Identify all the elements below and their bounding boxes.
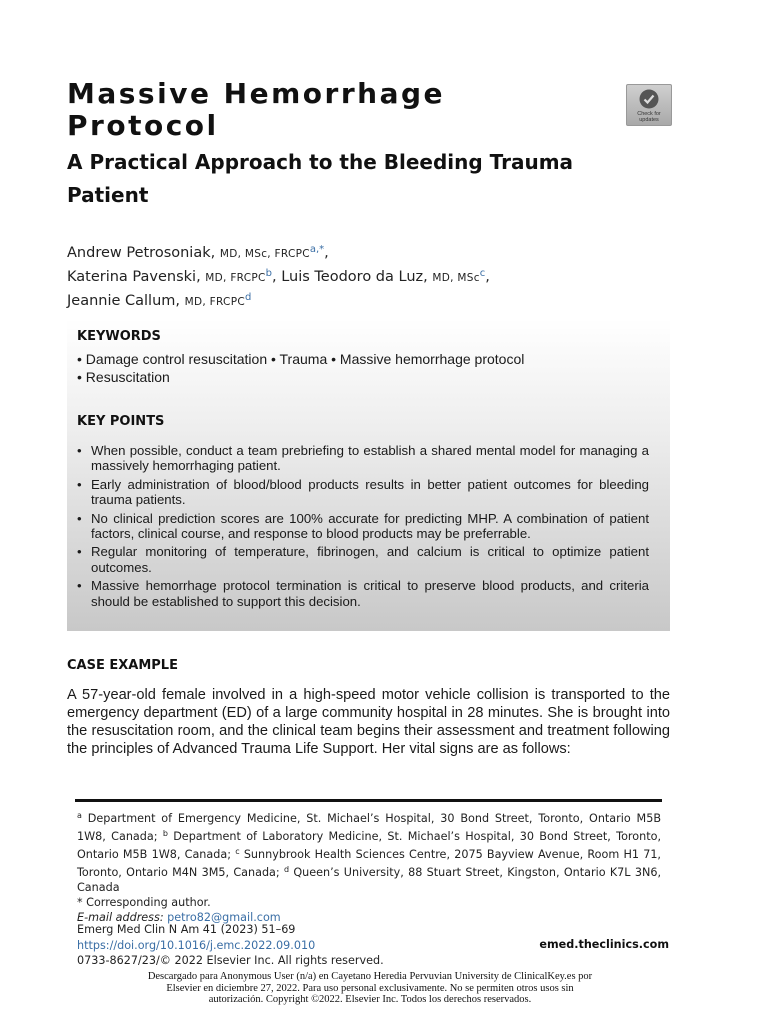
author-affiliation-link[interactable]: d bbox=[244, 292, 252, 303]
author-list bbox=[67, 240, 687, 312]
email-link[interactable]: petro82@gmail.com bbox=[167, 911, 281, 924]
doi-link[interactable]: https://doi.org/10.1016/j.emc.2022.09.010 bbox=[77, 938, 316, 952]
key-point-item: • Regular monitoring of temperature, fibrinogen, and calcium is critical to optimize patient outcomes. bbox=[77, 544, 649, 575]
key-point-item: • When possible, conduct a team prebriefing to establish a shared mental model for managing a massively hemorrhaging patient. bbox=[77, 443, 649, 474]
journal-citation: Emerg Med Clin N Am 41 (2023) 51–69 bbox=[77, 923, 296, 936]
check-updates-label: Check for updates bbox=[637, 111, 661, 123]
check-for-updates-button[interactable] bbox=[626, 84, 672, 126]
author-affiliation-link[interactable]: a,* bbox=[309, 244, 325, 255]
footnotes bbox=[77, 808, 661, 925]
author-name: Katerina Pavenski, bbox=[67, 269, 201, 285]
article-subtitle: A Practical Approach to the Bleeding Trauma Patient bbox=[67, 150, 574, 207]
author-degrees: MD, FRCPC bbox=[184, 296, 245, 308]
key-point-item: • Early administration of blood/blood products results in better patient outcomes for bleeding trauma patients. bbox=[77, 477, 649, 508]
author-affiliation-link[interactable]: b bbox=[265, 268, 272, 279]
copyright-line: 0733-8627/23/© 2022 Elsevier Inc. All rights reserved. bbox=[77, 954, 384, 967]
case-example-heading: CASE EXAMPLE bbox=[67, 658, 178, 673]
footnote-divider bbox=[75, 799, 662, 802]
author-degrees: MD, FRCPC bbox=[205, 272, 266, 284]
keywords-keypoints-box bbox=[67, 319, 670, 631]
keywords-line: • Resuscitation bbox=[77, 369, 170, 385]
download-notice: Descargado para Anonymous User (n/a) en Cayetano Heredia Pervuvian University de ClinicalKey.es por Elsevier en diciembre 27, 2022. Para uso personal exclusivamente. No se permiten otros usos sin autorización. Copyright ©2022. Elsevier Inc. Todos los derechos reservados. bbox=[147, 971, 593, 1006]
keywords-line: • Damage control resuscitation • Trauma • Massive hemorrhage protocol bbox=[77, 351, 525, 367]
author-line-1: Andrew Petrosoniak, MD, MSc, FRCPC$^{a,*}$, bbox=[67, 244, 329, 261]
journal-website[interactable]: emed.theclinics.com bbox=[539, 938, 669, 951]
author-degrees: MD, MSc bbox=[432, 272, 480, 284]
key-point-item: • No clinical prediction scores are 100% accurate for predicting MHP. A combination of patient factors, clinical course, and response to blood products may be preferrable. bbox=[77, 511, 649, 542]
key-points-heading: KEY POINTS bbox=[77, 414, 165, 429]
key-point-item: • Massive hemorrhage protocol termination is critical to preserve blood products, and criteria should be established to support this decision. bbox=[77, 578, 649, 609]
email-label: E-mail address: bbox=[77, 911, 164, 924]
keywords-heading: KEYWORDS bbox=[77, 329, 161, 344]
author-line-3 bbox=[67, 288, 687, 312]
author-degrees: MD, MSc, FRCPC bbox=[219, 248, 310, 260]
author-affiliation-link[interactable]: c bbox=[479, 268, 486, 279]
corresponding-author-note: * Corresponding author. bbox=[77, 896, 211, 909]
author-name: Andrew Petrosoniak, bbox=[67, 245, 216, 261]
check-updates-icon bbox=[638, 88, 660, 110]
author-line-2: Katerina Pavenski, MD, FRCPC$^b$, Luis Teodoro da Luz, MD, MSc$^c$, bbox=[67, 268, 490, 285]
author-name: Jeannie Callum, bbox=[67, 293, 181, 309]
affiliations-footnote: $^a$ Department of Emergency Medicine, St. Michael’s Hospital, 30 Bond Street, Toronto, Ontario M5B 1W8, Canada; $^b$ Department of Laboratory Medicine, St. Michael’s Hospital, 30 Bond Street, Toronto, Ontario M5B 1W8, Canada; $^c$ Sunnybrook Health Sciences Centre, 2075 Bayview Avenue, Room H1 71, Toronto, Ontario M4N 3M5, Canada; $^d$ Queen’s University, 88 Stuart Street, Kingston, Ontario K7L 3N6, Canada bbox=[77, 811, 662, 894]
author-name: Luis Teodoro da Luz, bbox=[281, 269, 428, 285]
key-points-list bbox=[77, 443, 649, 612]
article-title: Massive Hemorrhage Protocol bbox=[67, 77, 445, 142]
case-example-paragraph: A 57-year-old female involved in a high-speed motor vehicle collision is transported to the emergency department (ED) of a large community hospital in 28 minutes. She is brought into the resuscitation room, and the clinical team begins their assessment and treatment following the principles of Advanced Trauma Life Support. Her vital signs are as follows: bbox=[67, 687, 670, 757]
